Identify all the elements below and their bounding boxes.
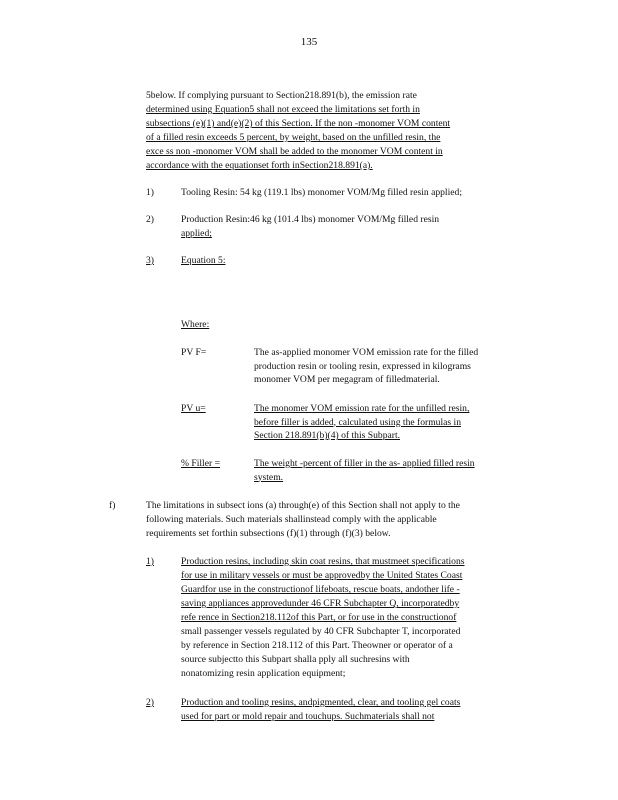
section-line: The limitations in subsect ions (a) through(e) of this Section shall not apply to the <box>146 500 460 511</box>
intro-line: subsections (e)(1) and(e)(2) of this Section. If the non -monomer VOM content <box>146 118 451 129</box>
definition-term: PV u= <box>181 403 206 414</box>
sub-item-number: 1) <box>146 556 154 567</box>
intro-line: 5below. If complying pursuant to Section218.891(b), the emission rate <box>146 90 417 101</box>
sub-item-line: refe rence in Section218.112of this Part, or for use in the constructionof <box>181 612 457 623</box>
sub-item-line: used for part or mold repair and touchups. Suchmaterials shall not <box>181 711 435 722</box>
definition-text <box>254 402 469 443</box>
section-label: f) <box>109 500 116 511</box>
definition-line: production resin or tooling resin, expressed in kilograms <box>254 360 471 372</box>
intro-line: accordance with the equationset forth inSection218.891(a). <box>146 160 373 171</box>
sub-item-number: 2) <box>146 697 154 708</box>
sub-item-line: source subjectto this Subpart shalla pply all suchresins with <box>181 654 410 665</box>
item-text: Equation 5: <box>181 255 226 266</box>
definition-term: % Filler = <box>181 458 220 469</box>
sub-item-line: saving appliances approvedunder 46 CFR Subchapter Q, incorporatedby <box>181 598 460 609</box>
definition-line: The as-applied monomer VOM emission rate for the filled <box>254 347 479 358</box>
sub-item-line: for use in military vessels or must be approvedby the United States Coast <box>181 570 463 581</box>
definition-text <box>254 346 478 387</box>
section-line: requirements set forthin subsections (f)(1) through (f)(3) below. <box>146 528 391 539</box>
sub-item-line: small passenger vessels regulated by 40 CFR Subchapter T, incorporated <box>181 626 461 637</box>
definition-line: monomer VOM per megagram of filledmaterial. <box>254 374 440 385</box>
sub-item-line: by reference in Section 218.112 of this Part. Theowner or operator of a <box>181 640 453 651</box>
where-label: Where: <box>181 319 210 330</box>
definition-line: The weight -percent of filler in the as- applied filled resin <box>254 458 475 469</box>
sub-item-line: Production resins, including skin coat resins, that mustmeet specifications <box>181 556 465 567</box>
definition-term: PV F= <box>181 347 207 358</box>
section-line: following materials. Such materials shallinstead comply with the applicable <box>146 514 437 525</box>
definition-line: before filler is added, calculated using the formulas in <box>254 416 461 428</box>
sub-item-line: Guardfor use in the constructionof lifeboats, rescue boats, andother life - <box>181 584 460 595</box>
definition-text <box>254 457 475 484</box>
item-number: 1) <box>146 187 154 198</box>
sub-item-line: nonatomizing resin application equipment; <box>181 668 346 679</box>
item-text: Production Resin:46 kg (101.4 lbs) monomer VOM/Mg filled resin <box>181 214 440 225</box>
definition-line: Section 218.891(b)(4) of this Subpart. <box>254 430 401 441</box>
definition-line: system. <box>254 471 284 483</box>
item-number: 3) <box>146 255 154 266</box>
item-text: Tooling Resin: 54 kg (119.1 lbs) monomer VOM/Mg filled resin applied; <box>181 187 462 198</box>
intro-line: determined using Equation5 shall not exceed the limitations set forth in <box>146 104 420 115</box>
item-text: applied; <box>181 228 212 239</box>
page-number: 135 <box>300 36 318 48</box>
item-number: 2) <box>146 214 154 225</box>
definition-line: The monomer VOM emission rate for the unfilled resin, <box>254 403 470 414</box>
sub-item-line: Production and tooling resins, andpigmented, clear, and tooling gel coats <box>181 697 461 708</box>
intro-line: of a filled resin exceeds 5 percent, by weight, based on the unfilled resin, the <box>146 132 441 143</box>
intro-line: exce ss non -monomer VOM shall be added to the monomer VOM content in <box>146 146 443 157</box>
